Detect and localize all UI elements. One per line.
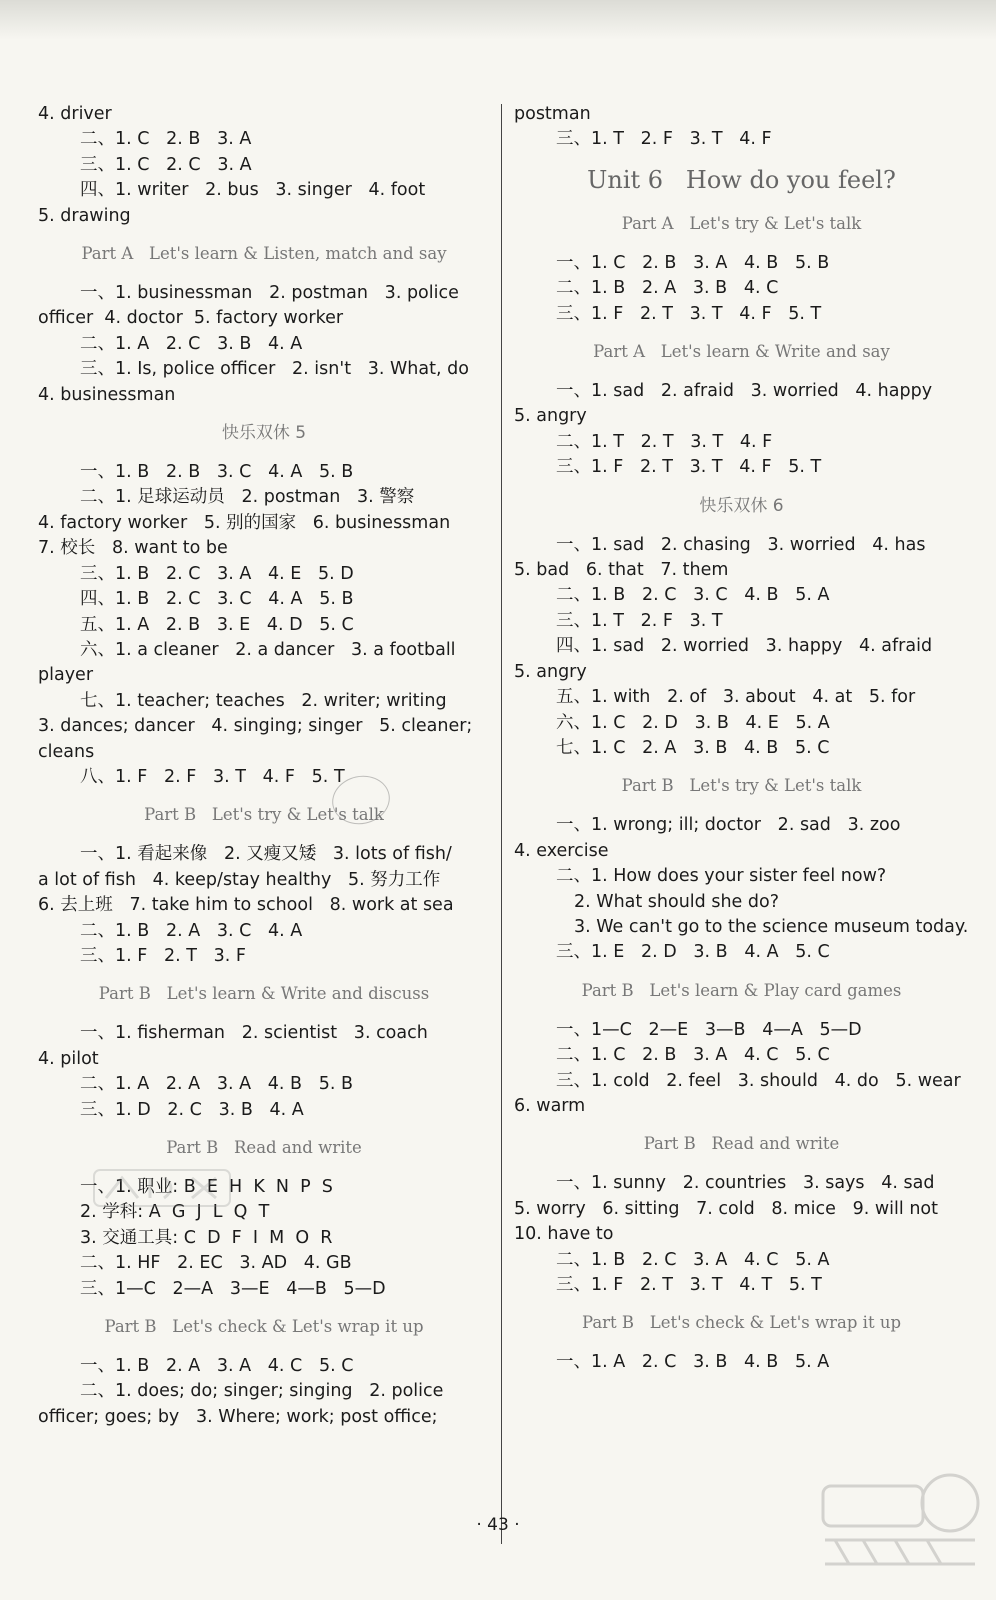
answer-line: a lot of fish 4. keep/stay healthy 5. 努力工作 <box>38 869 441 890</box>
answer-line: 一、1. sad 2. chasing 3. worried 4. has <box>556 534 926 555</box>
answer-line: 3. We can't go to the science museum today. <box>574 916 969 937</box>
answer-line: 二、1. T 2. T 3. T 4. F <box>556 431 773 452</box>
answer-line: 4. factory worker 5. 别的国家 6. businessman <box>38 512 451 533</box>
scan-top-band <box>0 0 996 40</box>
section-heading: Part B Let's check & Let's wrap it up <box>581 1313 902 1333</box>
answer-line: 四、1. sad 2. worried 3. happy 4. afraid <box>556 636 933 657</box>
answer-line: 7. 校长 8. want to be <box>38 538 228 559</box>
answer-line: 二、1. does; do; singer; singing 2. police <box>80 1381 444 1402</box>
answer-line: 三、1—C 2—A 3—E 4—B 5—D <box>80 1278 386 1299</box>
left-column <box>38 102 490 1430</box>
answer-line: officer 4. doctor 5. factory worker <box>38 308 344 329</box>
column-divider <box>501 104 502 1544</box>
answer-line: 二、1. A 2. A 3. A 4. B 5. B <box>80 1074 353 1095</box>
answer-line: 5. angry <box>514 661 587 682</box>
section-heading: Part B Let's learn & Write and discuss <box>98 984 430 1004</box>
answer-line: 三、1. cold 2. feel 3. should 4. do 5. wear <box>556 1070 961 1091</box>
answer-line: 2. 学科: A G J L Q T <box>80 1202 270 1223</box>
answer-line: 4. driver <box>38 104 112 124</box>
page-number: · 43 · <box>476 1515 520 1535</box>
answer-line: 五、1. A 2. B 3. E 4. D 5. C <box>80 614 354 635</box>
section-heading: Part B Read and write <box>643 1134 840 1154</box>
answer-line: 一、1. fisherman 2. scientist 3. coach <box>80 1023 428 1044</box>
answer-line: 6. warm <box>514 1095 586 1116</box>
section-heading: 快乐双休 6 <box>699 495 784 516</box>
answer-line: 三、1. F 2. T 3. T 4. F 5. T <box>556 457 822 478</box>
answer-line: 一、1. C 2. B 3. A 4. B 5. B <box>556 252 830 273</box>
answer-line: 二、1. HF 2. EC 3. AD 4. GB <box>80 1253 352 1274</box>
answer-line: 一、1. 看起来像 2. 又瘦又矮 3. lots of fish/ <box>80 844 452 865</box>
answer-line: 一、1. sunny 2. countries 3. says 4. sad <box>556 1173 935 1194</box>
answer-line: 一、1. B 2. A 3. A 4. C 5. C <box>80 1356 354 1377</box>
section-heading: Part B Let's learn & Play card games <box>581 980 902 1000</box>
answer-line: 三、1. E 2. D 3. B 4. A 5. C <box>556 942 830 963</box>
answer-line: 二、1. B 2. A 3. B 4. C <box>556 278 779 299</box>
answer-line: 三、1. B 2. C 3. A 4. E 5. D <box>80 563 354 584</box>
right-column <box>514 102 969 1376</box>
section-heading: Part B Let's try & Let's talk <box>621 776 862 796</box>
answer-line: 6. 去上班 7. take him to school 8. work at sea <box>38 895 454 916</box>
answer-line: 三、1. T 2. F 3. T <box>556 610 723 631</box>
section-heading: Part B Read and write <box>166 1138 362 1157</box>
answer-line: 4. pilot <box>38 1048 99 1069</box>
answer-line: 2. What should she do? <box>574 891 779 912</box>
section-heading: Part B Let's check & Let's wrap it up <box>104 1317 424 1337</box>
answer-line: officer; goes; by 3. Where; work; post office; <box>38 1406 438 1427</box>
unit-title: Unit 6 How do you feel? <box>587 165 896 194</box>
answer-line: 三、1. Is, police officer 2. isn't 3. What, do <box>80 359 469 380</box>
answer-line: 4. exercise <box>514 840 609 861</box>
answer-line: 3. 交通工具: C D F I M O R <box>80 1227 333 1248</box>
answer-line: 六、1. a cleaner 2. a dancer 3. a football <box>80 639 456 660</box>
section-heading: 快乐双休 5 <box>221 423 307 444</box>
answer-line: 3. dances; dancer 4. singing; singer 5. cleaner; <box>38 716 473 737</box>
answer-line: 二、1. B 2. A 3. C 4. A <box>80 920 303 941</box>
answer-line: 4. businessman <box>38 384 176 405</box>
answer-line: 四、1. B 2. C 3. C 4. A 5. B <box>80 589 354 610</box>
answer-line: 四、1. writer 2. bus 3. singer 4. foot <box>80 180 426 201</box>
answer-line: 一、1. A 2. C 3. B 4. B 5. A <box>556 1352 830 1373</box>
answer-line: 一、1. B 2. B 3. C 4. A 5. B <box>80 462 354 483</box>
answer-line: 二、1. 足球运动员 2. postman 3. 警察 <box>80 487 415 508</box>
answer-line: 5. worry 6. sitting 7. cold 8. mice 9. will not <box>514 1198 938 1219</box>
section-heading: Part A Let's learn & Write and say <box>593 342 890 362</box>
answer-line: 5. drawing <box>38 205 131 226</box>
answer-line: 一、1—C 2—E 3—B 4—A 5—D <box>556 1019 862 1040</box>
section-heading: Part A Let's try & Let's talk <box>621 213 862 233</box>
answer-line: 一、1. businessman 2. postman 3. police <box>80 283 459 304</box>
answer-line: 一、1. sad 2. afraid 3. worried 4. happy <box>556 381 933 402</box>
answer-line: 二、1. B 2. C 3. C 4. B 5. A <box>556 585 830 606</box>
answer-line: 一、1. wrong; ill; doctor 2. sad 3. zoo <box>556 815 901 836</box>
answer-line: 二、1. How does your sister feel now? <box>556 866 887 887</box>
answer-line: 5. bad 6. that 7. them <box>514 560 729 581</box>
answer-line: 10. have to <box>514 1224 614 1245</box>
answer-line: 三、1. C 2. C 3. A <box>80 154 252 175</box>
answer-line: 二、1. C 2. B 3. A <box>80 129 252 150</box>
answer-line: 二、1. C 2. B 3. A 4. C 5. C <box>556 1045 830 1066</box>
answer-line: 八、1. F 2. F 3. T 4. F 5. T <box>80 766 345 787</box>
answer-line: player <box>38 665 94 686</box>
answer-line: postman <box>514 104 591 124</box>
answer-line: 三、1. F 2. T 3. T 4. T 5. T <box>556 1275 822 1295</box>
answer-line: 七、1. teacher; teaches 2. writer; writing <box>80 690 447 711</box>
section-heading: Part B Let's try & Let's talk <box>144 805 384 825</box>
answer-line: 六、1. C 2. D 3. B 4. E 5. A <box>556 712 830 733</box>
answer-line: 七、1. C 2. A 3. B 4. B 5. C <box>556 737 830 758</box>
section-heading: Part A Let's learn & Listen, match and say <box>81 244 447 264</box>
answer-line: 一、1. 职业: B E H K N P S <box>80 1177 333 1197</box>
answer-line: 二、1. B 2. C 3. A 4. C 5. A <box>556 1249 830 1270</box>
watermark-logo <box>92 1166 232 1210</box>
answer-line: 三、1. F 2. T 3. F <box>80 945 246 966</box>
answer-line: 五、1. with 2. of 3. about 4. at 5. for <box>556 687 916 708</box>
answer-line: 5. angry <box>514 406 587 427</box>
answer-line: 三、1. D 2. C 3. B 4. A <box>80 1099 304 1120</box>
answer-line: 三、1. F 2. T 3. T 4. F 5. T <box>556 303 822 324</box>
answer-line: cleans <box>38 741 95 762</box>
answer-line: 三、1. T 2. F 3. T 4. F <box>556 129 772 150</box>
answer-line: 二、1. A 2. C 3. B 4. A <box>80 333 303 354</box>
